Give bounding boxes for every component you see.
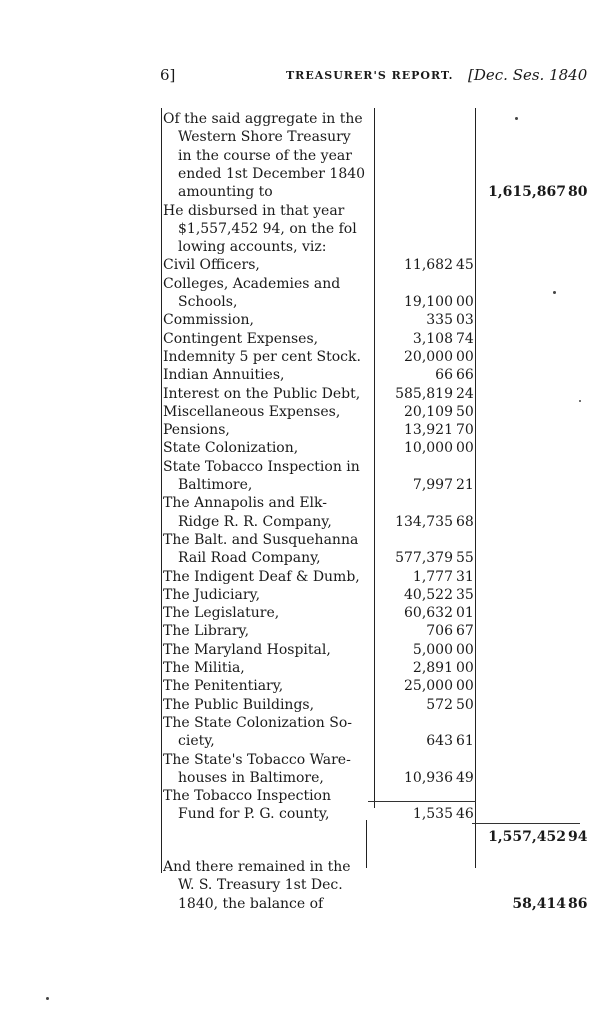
ledger-row	[0, 769, 600, 787]
item-description: Western Shore Treasury	[178, 129, 351, 146]
item-description: Indemnity 5 per cent Stock.	[163, 348, 361, 365]
item-amount-dollars: 1,535	[412, 806, 453, 823]
item-amount-cents: 00	[456, 641, 474, 658]
item-description: The Indigent Deaf & Dumb,	[163, 568, 360, 585]
item-description: Contingent Expenses,	[163, 330, 319, 347]
item-amount-dollars: 3,108	[412, 330, 453, 347]
item-amount-cents: 67	[456, 623, 474, 640]
ledger-row	[0, 110, 600, 128]
item-amount-dollars: 643	[426, 733, 453, 750]
ledger-row	[0, 732, 600, 750]
item-amount-cents: 50	[456, 696, 474, 713]
total-amount-cents: 86	[568, 895, 588, 912]
total-amount-dollars: 1,557,452	[488, 828, 566, 845]
item-description: lowing accounts, viz:	[178, 239, 327, 256]
item-amount-cents: 31	[456, 568, 474, 585]
item-amount-dollars: 585,819	[395, 385, 453, 402]
item-amount-cents: 35	[456, 586, 474, 603]
ledger-row	[0, 202, 600, 220]
item-description: The Tobacco Inspection	[163, 788, 332, 805]
item-description: State Colonization,	[163, 440, 299, 457]
ledger-row	[0, 641, 600, 659]
session-label: [Dec. Ses. 1840	[468, 66, 588, 84]
column-rule-middle-lower	[366, 820, 367, 868]
item-description: The Penitentiary,	[163, 678, 284, 695]
item-amount-cents: 21	[456, 477, 474, 493]
column-rule-middle	[374, 108, 375, 808]
ledger-row	[0, 165, 600, 183]
item-description: The Balt. and Susquehanna	[163, 531, 359, 548]
ledger-row	[0, 458, 600, 476]
item-description: Ridge R. R. Company,	[178, 513, 332, 530]
item-amount-dollars: 20,000	[404, 348, 453, 365]
total-rule	[472, 823, 580, 824]
ledger-row	[0, 421, 600, 439]
item-description: The Maryland Hospital,	[163, 641, 331, 658]
running-title: TREASURER'S REPORT.	[286, 69, 454, 82]
item-description: Colleges, Academies and	[163, 275, 341, 292]
item-description: State Tobacco Inspection in	[163, 458, 360, 475]
ledger-row	[0, 828, 600, 846]
item-amount-cents: 24	[456, 385, 474, 402]
item-description: The State's Tobacco Ware-	[163, 751, 351, 768]
item-description: W. S. Treasury 1st Dec.	[178, 877, 343, 894]
item-amount-dollars: 19,100	[404, 294, 453, 310]
item-amount-dollars: 13,921	[404, 422, 453, 439]
item-amount-cents: 46	[456, 806, 474, 823]
ledger-row	[0, 238, 600, 256]
item-amount-dollars: 134,735	[395, 513, 453, 530]
ledger-row	[0, 858, 600, 876]
item-amount-cents: 00	[456, 440, 474, 457]
ledger-row	[0, 895, 600, 913]
ledger-row	[0, 366, 600, 384]
item-amount-dollars: 577,379	[395, 550, 453, 567]
item-description: The State Colonization So-	[163, 714, 353, 731]
total-amount-dollars: 1,615,867	[488, 184, 566, 201]
item-amount-dollars: 10,000	[404, 440, 453, 457]
ledger-row	[0, 531, 600, 549]
item-amount-dollars: 25,000	[404, 678, 453, 695]
item-description: $1,557,452 94, on the fol	[178, 220, 357, 237]
ledger-row	[0, 128, 600, 146]
column-rule-left	[161, 108, 162, 873]
item-amount-dollars: 7,997	[412, 477, 453, 493]
item-amount-cents: 00	[456, 294, 474, 310]
item-amount-cents: 70	[456, 422, 474, 439]
item-amount-dollars: 335	[426, 312, 453, 329]
column-rule-right	[475, 108, 476, 868]
sum-rule	[368, 801, 476, 802]
item-amount-cents: 45	[456, 257, 474, 274]
ledger-row	[0, 568, 600, 586]
ledger-row	[0, 183, 600, 201]
ledger-row	[0, 659, 600, 677]
item-amount-dollars: 572	[426, 696, 453, 713]
item-description: in the course of the year	[178, 147, 352, 164]
item-description: Fund for P. G. county,	[178, 806, 330, 823]
item-amount-dollars: 20,109	[404, 403, 453, 420]
item-amount-dollars: 5,000	[412, 641, 453, 658]
item-description: Schools,	[178, 294, 238, 310]
ledger-row	[0, 805, 600, 823]
scan-speck	[553, 291, 556, 294]
item-amount-cents: 00	[456, 660, 474, 676]
ledger-row	[0, 513, 600, 531]
scan-speck	[46, 997, 49, 1000]
ledger-row	[0, 147, 600, 165]
running-head	[160, 66, 590, 90]
item-amount-dollars: 60,632	[404, 605, 453, 622]
total-amount-cents: 80	[568, 184, 588, 201]
ledger-row	[0, 586, 600, 604]
item-description: Miscellaneous Expenses,	[163, 403, 341, 420]
page-number: 6]	[160, 66, 176, 84]
ledger-row	[0, 311, 600, 329]
item-amount-dollars: 40,522	[404, 586, 453, 603]
ledger-row	[0, 787, 600, 805]
item-description: Civil Officers,	[163, 257, 260, 274]
item-amount-dollars: 1,777	[412, 568, 453, 585]
item-amount-cents: 03	[456, 312, 474, 329]
ledger-row	[0, 220, 600, 238]
item-amount-dollars: 2,891	[412, 660, 453, 676]
item-description: The Library,	[163, 623, 250, 640]
item-amount-cents: 01	[456, 605, 474, 622]
ledger-row	[0, 494, 600, 512]
ledger-row	[0, 330, 600, 348]
item-description: He disbursed in that year	[163, 202, 345, 219]
item-description: Baltimore,	[178, 477, 253, 493]
ledger-row	[0, 876, 600, 894]
item-amount-cents: 74	[456, 330, 474, 347]
item-description: Commission,	[163, 312, 254, 329]
item-description: The Judiciary,	[163, 586, 261, 603]
item-description: The Annapolis and Elk-	[163, 495, 328, 512]
ledger-row	[0, 403, 600, 421]
scan-speck	[579, 400, 581, 402]
ledger-row	[0, 348, 600, 366]
ledger-row	[0, 476, 600, 494]
item-amount-cents: 68	[456, 513, 474, 530]
ledger-row	[0, 751, 600, 769]
item-amount-dollars: 10,936	[404, 769, 453, 786]
item-description: Pensions,	[163, 422, 230, 439]
item-amount-cents: 66	[456, 367, 474, 384]
item-description: ciety,	[178, 733, 215, 750]
ledger-row	[0, 604, 600, 622]
ledger-row	[0, 696, 600, 714]
item-amount-dollars: 11,682	[404, 257, 453, 274]
item-description: Rail Road Company,	[178, 550, 321, 567]
item-description: Indian Annuities,	[163, 367, 285, 384]
item-amount-cents: 50	[456, 403, 474, 420]
scan-speck	[515, 117, 518, 120]
item-description: Interest on the Public Debt,	[163, 385, 361, 402]
item-amount-cents: 00	[456, 678, 474, 695]
item-amount-cents: 61	[456, 733, 474, 750]
ledger-row	[0, 622, 600, 640]
ledger-row	[0, 549, 600, 567]
total-amount-cents: 94	[568, 828, 588, 845]
ledger-row	[0, 385, 600, 403]
item-description: The Public Buildings,	[163, 696, 315, 713]
ledger-row	[0, 677, 600, 695]
ledger-row	[0, 714, 600, 732]
item-amount-cents: 55	[456, 550, 474, 567]
ledger-row	[0, 275, 600, 293]
item-description: amounting to	[178, 184, 273, 201]
item-description: And there remained in the	[163, 859, 351, 875]
item-amount-cents: 00	[456, 348, 474, 365]
item-description: 1840, the balance of	[178, 895, 324, 912]
item-description: Of the said aggregate in the	[163, 111, 363, 127]
ledger-row	[0, 439, 600, 457]
item-description: ended 1st December 1840	[178, 165, 366, 182]
item-amount-dollars: 66	[435, 367, 453, 384]
item-amount-cents: 49	[456, 769, 474, 786]
item-amount-dollars: 706	[426, 623, 453, 640]
item-description: The Legislature,	[163, 605, 280, 622]
item-description: The Militia,	[163, 660, 245, 676]
total-amount-dollars: 58,414	[512, 895, 566, 912]
item-description: houses in Baltimore,	[178, 769, 324, 786]
ledger-row	[0, 256, 600, 274]
ledger-row	[0, 293, 600, 311]
